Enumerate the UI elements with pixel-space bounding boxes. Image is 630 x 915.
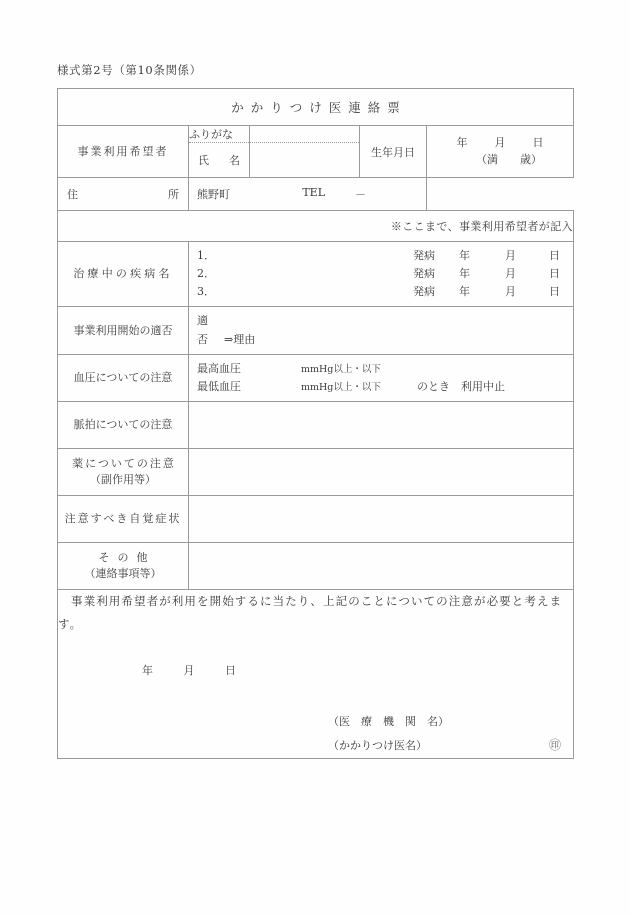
statement-cell <box>58 589 574 758</box>
signature-date-line[interactable] <box>58 662 573 678</box>
symptoms-value[interactable] <box>189 495 574 542</box>
onset-month: 月 <box>505 267 516 281</box>
eligibility-option-yes[interactable]: 適 <box>197 314 208 328</box>
medicine-label-line2: （副作用等） <box>90 472 156 486</box>
disease-number: 1． <box>197 249 215 262</box>
eligibility-label: 事業利用開始の適否 <box>58 307 189 354</box>
medical-liaison-form-table <box>57 88 574 759</box>
medicine-value[interactable] <box>189 448 574 495</box>
onset-day: 日 <box>549 267 560 281</box>
signature-date-day: 日 <box>225 663 237 677</box>
applicant-row-label: 事業利用希望者 <box>58 126 189 178</box>
disease-row <box>58 242 574 307</box>
address-label-first: 住 <box>67 188 78 201</box>
institution-label: （医 療 機 関 名） <box>328 714 449 728</box>
pulse-row <box>58 401 574 448</box>
onset-year: 年 <box>459 267 470 281</box>
note-row <box>58 211 574 242</box>
address-label-second: 所 <box>168 188 179 201</box>
other-row <box>58 542 574 589</box>
diastolic-label: 最低血圧 <box>197 379 241 393</box>
onset-year: 年 <box>459 249 470 262</box>
onset-label: 発病 <box>413 285 435 299</box>
doctor-line[interactable] <box>328 733 573 758</box>
medicine-label-line1: 薬についての注意 <box>72 457 176 471</box>
document-title: かかりつけ医連絡票 <box>231 100 407 115</box>
tel-label: TEL <box>302 186 325 199</box>
statement-row <box>58 589 574 758</box>
disease-number: 2． <box>197 267 215 281</box>
signature-date-month: 月 <box>183 663 195 677</box>
dob-value-cell[interactable] <box>427 126 574 178</box>
eligibility-value-cell[interactable] <box>189 307 574 354</box>
disease-entry[interactable] <box>197 265 573 283</box>
address-value-cell[interactable] <box>189 178 427 211</box>
signature-date-year: 年 <box>142 663 154 677</box>
onset-year: 年 <box>459 285 470 299</box>
dob-month: 月 <box>494 136 506 149</box>
systolic-unit: mmHg以上・以下 <box>301 363 381 375</box>
name-label <box>189 143 250 178</box>
other-label-line1: その他 <box>98 551 156 565</box>
title-cell <box>58 89 574 126</box>
institution-line[interactable] <box>328 710 573 733</box>
symptoms-label: 注意すべき自覚症状 <box>58 495 189 542</box>
disease-entry[interactable] <box>197 247 573 265</box>
signature-block <box>58 710 573 758</box>
diastolic-unit: mmHg以上・以下 <box>301 381 381 393</box>
other-label <box>58 542 189 589</box>
dob-label: 生年月日 <box>360 126 427 178</box>
onset-day: 日 <box>549 249 560 262</box>
furigana-row <box>58 126 574 143</box>
name-input[interactable] <box>250 143 360 178</box>
dob-year: 年 <box>456 136 468 149</box>
furigana-input[interactable] <box>250 126 360 143</box>
statement-text: 事業利用希望者が利用を開始するに当たり、上記のことについての注意が必要と考えます。 <box>58 593 563 631</box>
onset-label: 発病 <box>413 267 435 281</box>
blood-pressure-label: 血圧についての注意 <box>58 354 189 401</box>
tel-dash: － <box>355 188 366 201</box>
applicant-fill-note: ※ここまで、事業利用希望者が記入 <box>58 211 574 242</box>
pulse-label: 脈拍についての注意 <box>58 401 189 448</box>
title-row <box>58 89 574 126</box>
eligibility-reason-label: ⇒理由 <box>224 332 256 346</box>
onset-label: 発病 <box>413 249 435 262</box>
symptoms-row <box>58 495 574 542</box>
other-label-line2: （連絡事項等） <box>84 566 162 580</box>
dob-age: （満 歳） <box>476 152 542 166</box>
disease-entry[interactable] <box>197 283 573 301</box>
eligibility-option-no[interactable]: 否 <box>197 332 208 346</box>
dob-day: 日 <box>532 136 544 149</box>
disease-value-cell[interactable] <box>189 242 574 307</box>
address-label <box>58 178 189 211</box>
seal-icon: ㊞ <box>548 738 561 753</box>
name-label-first: 氏 <box>198 154 209 167</box>
name-label-second: 名 <box>229 154 240 167</box>
address-value: 熊野町 <box>197 188 230 201</box>
form-number: 様式第2号（第10条関係） <box>57 63 202 77</box>
bp-stop-condition: のとき 利用中止 <box>417 379 505 393</box>
pulse-value[interactable] <box>189 401 574 448</box>
systolic-label: 最高血圧 <box>197 361 241 375</box>
blood-pressure-value-cell[interactable] <box>189 354 574 401</box>
onset-day: 日 <box>549 285 560 299</box>
disease-label: 治療中の疾病名 <box>58 242 189 307</box>
address-row <box>58 178 574 211</box>
furigana-label: ふりがな <box>189 126 250 143</box>
medicine-row <box>58 448 574 495</box>
onset-month: 月 <box>505 285 516 299</box>
blood-pressure-row <box>58 354 574 401</box>
medicine-label <box>58 448 189 495</box>
disease-number: 3． <box>197 285 215 299</box>
doctor-label: （かかりつけ医名） <box>328 739 427 753</box>
onset-month: 月 <box>505 249 516 262</box>
eligibility-row <box>58 307 574 354</box>
other-value[interactable] <box>189 542 574 589</box>
